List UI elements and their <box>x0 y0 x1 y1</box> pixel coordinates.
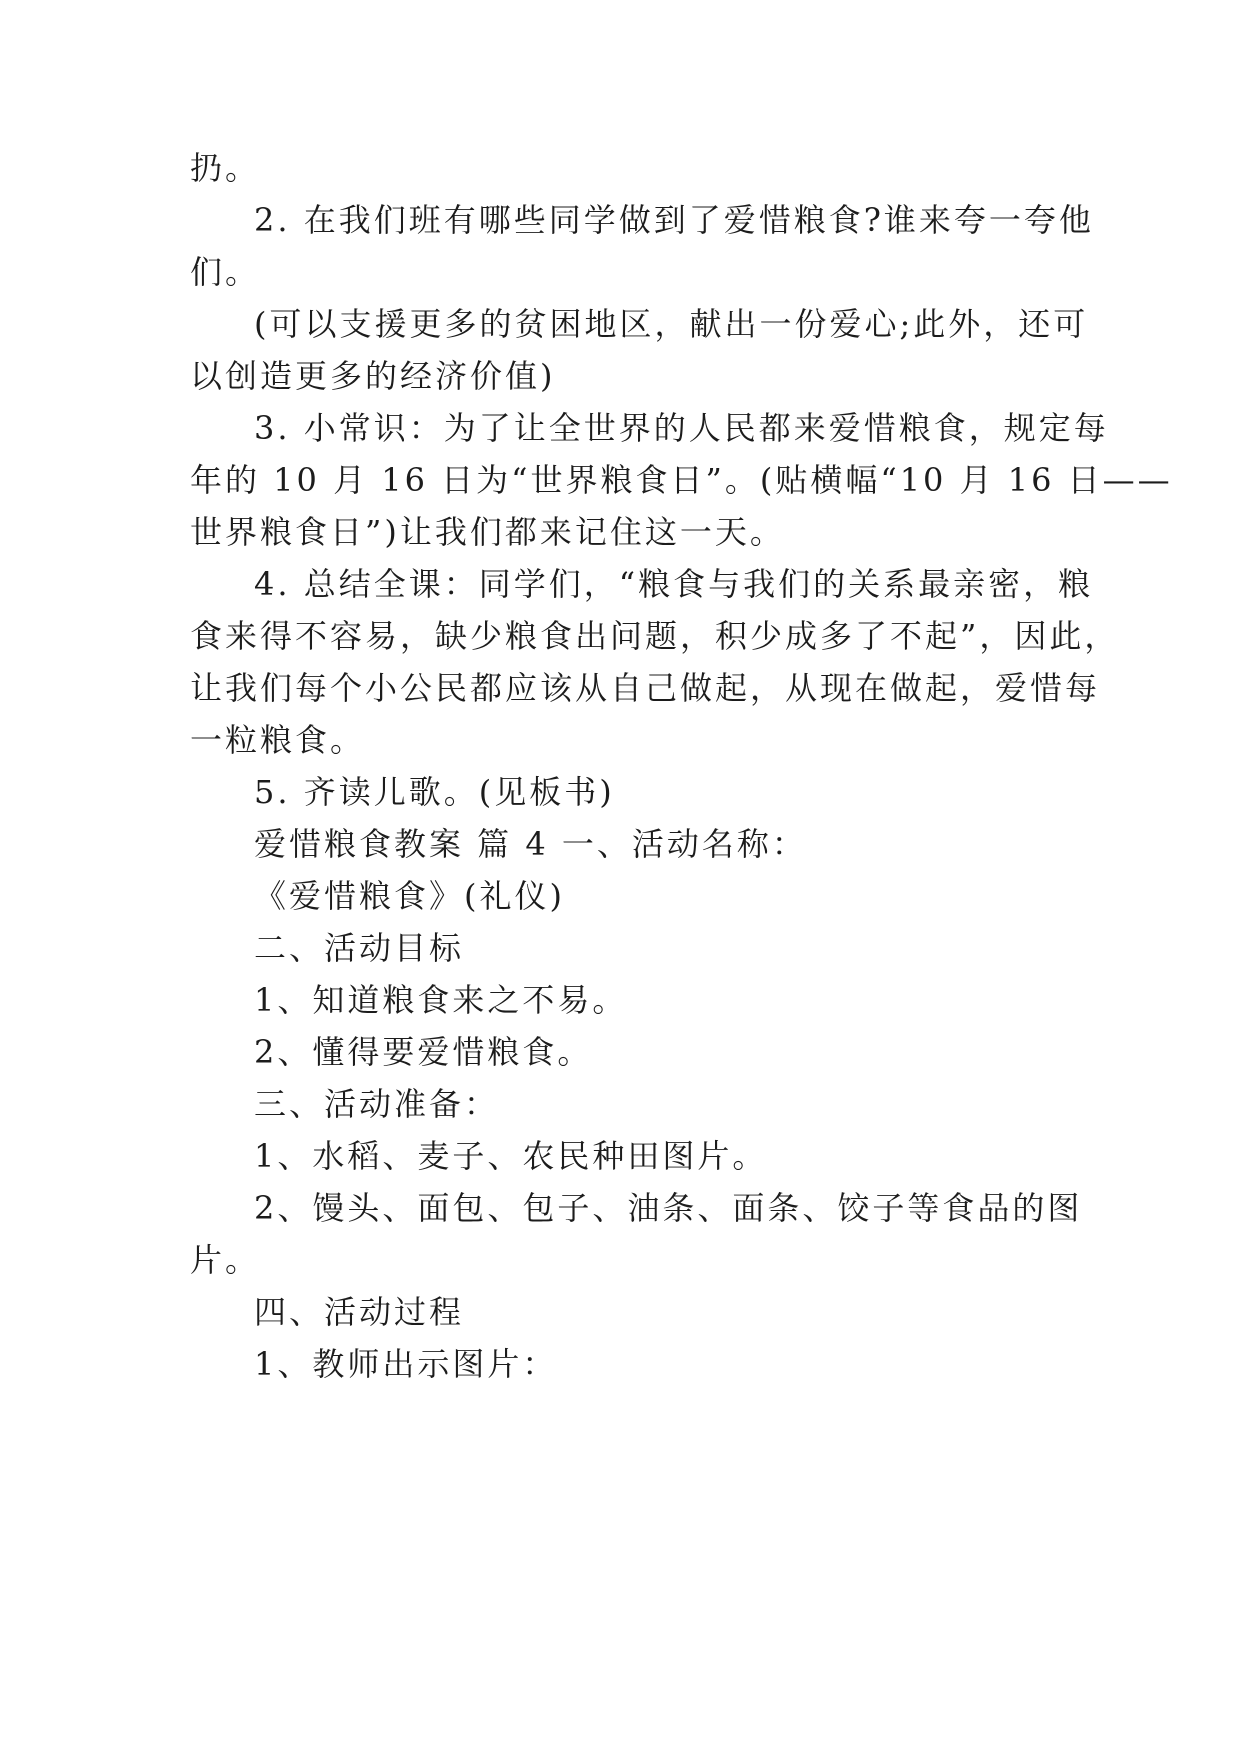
text-line: 年的 10 月 16 日为“世界粮食日”。(贴横幅“10 月 16 日—— <box>190 461 1173 499</box>
section-heading: 爱惜粮食教案 篇 4 一、活动名称： <box>254 825 807 863</box>
text-line: 以创造更多的经济价值) <box>190 357 556 395</box>
text-line: 们。 <box>190 253 261 291</box>
text-line: 2. 在我们班有哪些同学做到了爱惜粮食?谁来夸一夸他 <box>254 201 1094 239</box>
section-heading: 三、活动准备： <box>254 1085 500 1123</box>
list-item: 2、懂得要爱惜粮食。 <box>254 1033 593 1071</box>
section-heading: 四、活动过程 <box>254 1293 465 1331</box>
list-item: 1、水稻、麦子、农民种田图片。 <box>254 1137 768 1175</box>
text-line: 一粒粮食。 <box>190 721 366 759</box>
text-line: 扔。 <box>190 149 261 187</box>
list-item: 1、教师出示图片： <box>254 1345 558 1383</box>
text-line: 4. 总结全课：同学们，“粮食与我们的关系最亲密，粮 <box>254 565 1094 603</box>
text-line: (可以支援更多的贫困地区，献出一份爱心;此外，还可 <box>254 305 1089 343</box>
text-line: 片。 <box>190 1241 261 1279</box>
section-heading: 二、活动目标 <box>254 929 465 967</box>
text-line: 世界粮食日”)让我们都来记住这一天。 <box>190 513 785 551</box>
text-line: 让我们每个小公民都应该从自己做起，从现在做起，爱惜每 <box>190 669 1101 707</box>
text-line: 食来得不容易，缺少粮食出问题，积少成多了不起”，因此， <box>190 617 1120 655</box>
list-item: 1、知道粮食来之不易。 <box>254 981 628 1019</box>
list-item: 2、馒头、面包、包子、油条、面条、饺子等食品的图 <box>254 1189 1083 1227</box>
text-line: 3. 小常识：为了让全世界的人民都来爱惜粮食，规定每 <box>254 409 1109 447</box>
text-line: 《爱惜粮食》(礼仪) <box>254 877 565 915</box>
text-line: 5. 齐读儿歌。(见板书) <box>254 773 615 811</box>
